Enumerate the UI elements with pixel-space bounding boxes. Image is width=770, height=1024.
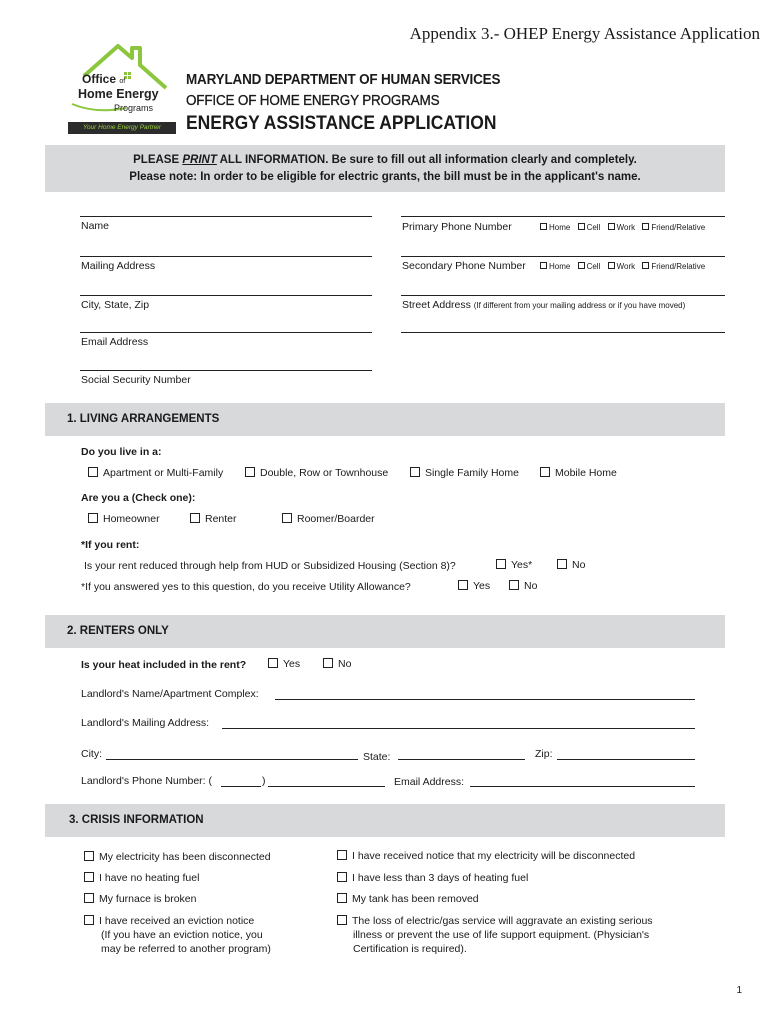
opt-hud-no[interactable]: No [557,559,585,571]
crisis-tank-removed[interactable]: My tank has been removed [337,893,479,905]
heat-no-checkbox[interactable] [323,658,333,668]
eviction-note-1: (If you have an eviction notice, you [101,929,263,941]
instructions-banner: PLEASE PRINT ALL INFORMATION. Be sure to fill out all information clearly and completely. Please note: In order to be eligible for electric grants, the bill must be in the applicant's name. [45,145,725,192]
mailing-address-field[interactable] [80,256,372,257]
double-row-checkbox[interactable] [245,467,255,477]
ssn-label: Social Security Number [81,374,191,386]
office-name: OFFICE OF HOME ENERGY PROGRAMS [186,93,440,109]
landlord-name-label: Landlord's Name/Apartment Complex: [81,688,259,700]
checkbox[interactable] [84,872,94,882]
secondary-phone-field[interactable] [401,256,725,257]
landlord-mail-label: Landlord's Mailing Address: [81,717,210,729]
checkbox[interactable] [337,893,347,903]
street-address-top-line[interactable] [401,295,725,296]
landlord-phone-field[interactable] [268,786,385,787]
hud-no-checkbox[interactable] [557,559,567,569]
form-title: ENERGY ASSISTANCE APPLICATION [186,113,497,134]
landlord-zip-label: Zip: [535,748,553,760]
opt-renter[interactable]: Renter [190,513,237,525]
cell-checkbox[interactable] [578,262,585,269]
work-checkbox[interactable] [608,262,615,269]
friend-checkbox[interactable] [642,262,649,269]
are-you-question: Are you a (Check one): [81,492,196,504]
eviction-note-2: may be referred to another program) [101,943,271,955]
ohep-logo: Office of Home Energy Programs Your Home Energy Partner [66,42,180,134]
heat-included-question: Is your heat included in the rent? [81,659,247,671]
landlord-city-label: City: [81,748,102,760]
city-state-zip-field[interactable] [80,295,372,296]
appendix-title: Appendix 3.- OHEP Energy Assistance Application [409,24,760,43]
checkbox[interactable] [84,893,94,903]
checkbox[interactable] [84,851,94,861]
city-state-zip-label: City, State, Zip [81,299,150,311]
opt-hud-yes[interactable]: Yes* [496,559,532,571]
primary-phone-types: Home Cell Work Friend/Relative [540,223,705,232]
friend-checkbox[interactable] [642,223,649,230]
crisis-medical[interactable]: The loss of electric/gas service will aggravate an existing serious [337,915,653,927]
opt-single-family[interactable]: Single Family Home [410,467,519,479]
section-crisis-information: 3. CRISIS INFORMATION [45,804,725,837]
checkbox[interactable] [337,915,347,925]
landlord-state-field[interactable] [398,759,525,760]
single-family-checkbox[interactable] [410,467,420,477]
primary-phone-label: Primary Phone Number [402,221,512,233]
landlord-email-label: Email Address: [394,776,465,788]
heat-yes-checkbox[interactable] [268,658,278,668]
landlord-zip-field[interactable] [557,759,695,760]
mobile-home-checkbox[interactable] [540,467,550,477]
opt-mobile-home[interactable]: Mobile Home [540,467,617,479]
checkbox[interactable] [84,915,94,925]
hud-question: Is your rent reduced through help from HUD or Subsidized Housing (Section 8)? [84,560,456,572]
name-label: Name [81,220,110,232]
ua-yes-checkbox[interactable] [458,580,468,590]
phone-close-paren: ) [262,775,266,787]
opt-ua-no[interactable]: No [509,580,537,592]
hud-yes-checkbox[interactable] [496,559,506,569]
roomer-checkbox[interactable] [282,513,292,523]
landlord-mail-field[interactable] [222,728,695,729]
checkbox[interactable] [337,850,347,860]
mailing-address-label: Mailing Address [81,260,156,272]
crisis-low-fuel[interactable]: I have less than 3 days of heating fuel [337,872,528,884]
landlord-state-label: State: [363,751,391,763]
if-you-rent-heading: *If you rent: [81,539,140,551]
logo-tagline: Your Home Energy Partner [68,122,176,134]
cell-checkbox[interactable] [578,223,585,230]
secondary-phone-label: Secondary Phone Number [402,260,526,272]
section-living-arrangements: 1. LIVING ARRANGEMENTS [45,403,725,436]
page-number: 1 [736,985,742,996]
street-address-label: Street Address (If different from your mailing address or if you have moved) [402,299,686,311]
medical-note-2: Certification is required). [353,943,467,955]
email-label: Email Address [81,336,149,348]
medical-note-1: illness or prevent the use of life support equipment. (Physician's [353,929,650,941]
opt-heat-yes[interactable]: Yes [268,658,300,670]
landlord-city-field[interactable] [106,759,358,760]
live-in-question: Do you live in a: [81,446,162,458]
crisis-furnace-broken[interactable]: My furnace is broken [84,893,196,905]
opt-homeowner[interactable]: Homeowner [88,513,160,525]
opt-ua-yes[interactable]: Yes [458,580,490,592]
utility-allowance-question: *If you answered yes to this question, do you receive Utility Allowance? [81,581,411,593]
renter-checkbox[interactable] [190,513,200,523]
name-field[interactable] [80,216,372,217]
checkbox[interactable] [337,872,347,882]
ua-no-checkbox[interactable] [509,580,519,590]
landlord-name-field[interactable] [275,699,695,700]
crisis-no-heating-fuel[interactable]: I have no heating fuel [84,872,199,884]
secondary-phone-types: Home Cell Work Friend/Relative [540,262,705,271]
ssn-field[interactable] [80,370,372,371]
opt-roomer[interactable]: Roomer/Boarder [282,513,375,525]
work-checkbox[interactable] [608,223,615,230]
crisis-electricity-disconnected[interactable]: My electricity has been disconnected [84,851,271,863]
apartment-checkbox[interactable] [88,467,98,477]
landlord-phone-label: Landlord's Phone Number: ( [81,775,212,787]
opt-double-row[interactable]: Double, Row or Townhouse [245,467,388,479]
landlord-phone-area-field[interactable] [221,786,261,787]
primary-phone-field[interactable] [401,216,725,217]
crisis-disconnect-notice[interactable]: I have received notice that my electricity will be disconnected [337,850,635,862]
opt-apartment[interactable]: Apartment or Multi-Family [88,467,223,479]
street-address-field[interactable] [401,332,725,333]
home-checkbox[interactable] [540,223,547,230]
landlord-email-field[interactable] [470,786,695,787]
homeowner-checkbox[interactable] [88,513,98,523]
dept-name: MARYLAND DEPARTMENT OF HUMAN SERVICES [186,72,501,88]
crisis-eviction-notice[interactable]: I have received an eviction notice [84,915,254,927]
home-checkbox[interactable] [540,262,547,269]
email-field[interactable] [80,332,372,333]
section-renters-only: 2. RENTERS ONLY [45,615,725,648]
opt-heat-no[interactable]: No [323,658,351,670]
